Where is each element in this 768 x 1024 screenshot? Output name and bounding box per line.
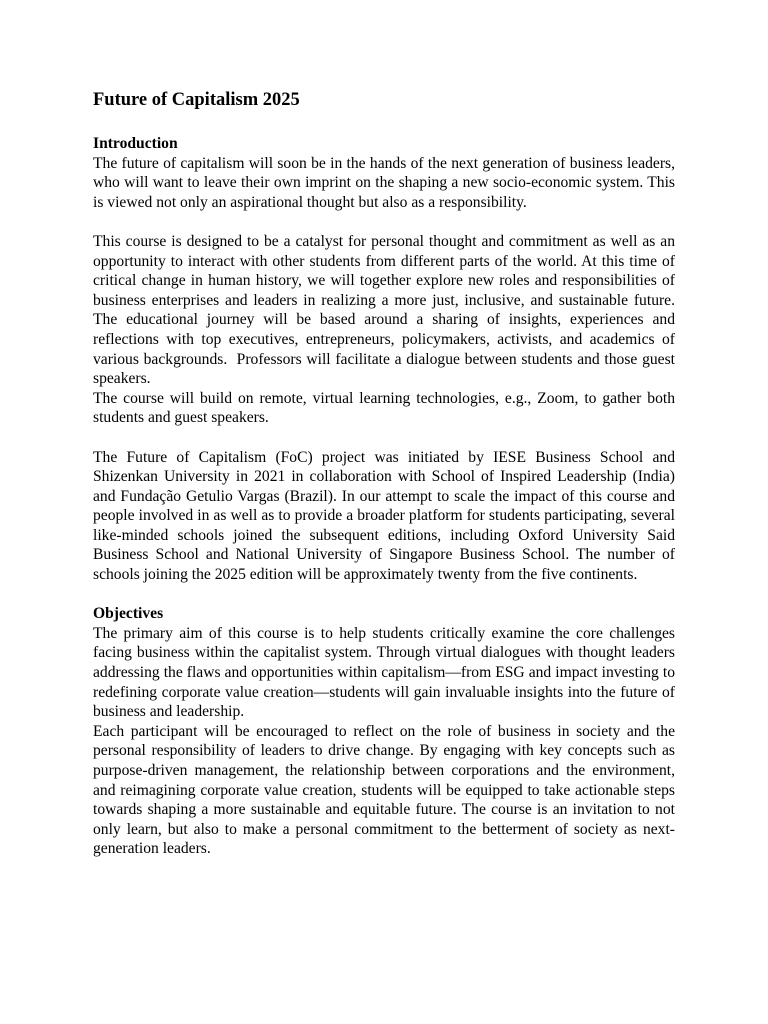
paragraph-spacer	[93, 212, 675, 232]
document-body	[93, 88, 683, 859]
introduction-paragraph-4: The Future of Capitalism (FoC) project was initiated by IESE Business School and Shizenkan University in 2021 in collaboration with School of Inspired Leadership (India) and Fundação Getulio Vargas (Brazil). In our attempt to scale the impact of this course and people involved in as well as to provide a broader platform for students participating, several like-minded schools joined the subsequent editions, including Oxford University Said Business School and National University of Singapore Business School. The number of schools joining the 2025 edition will be approximately twenty from the five continents.	[93, 448, 679, 584]
paragraph-spacer	[93, 428, 675, 448]
document-title: Future of Capitalism 2025	[93, 90, 300, 110]
introduction-paragraph-1: The future of capitalism will soon be in the hands of the next generation of business leaders, who will want to leave their own imprint on the shaping a new socio-economic system. This is viewed not only an aspirational thought but also as a responsibility.	[93, 154, 679, 211]
introduction-paragraph-2: This course is designed to be a catalyst for personal thought and commitment as well as an opportunity to interact with other students from different parts of the world. At this time of critical change in human history, we will together explore new roles and responsibilities of business enterprises and leaders in realizing a more just, inclusive, and sustainable future. The educational journey will be based around a sharing of insights, experiences and reflections with top executives, entrepreneurs, policymakers, activists, and academics of various backgrounds. Professors will facilitate a dialogue between students and those guest speakers.	[93, 232, 683, 388]
objectives-paragraph-1: The primary aim of this course is to help students critically examine the core challenges facing business within the capitalist system. Through virtual dialogues with thought leaders addressing the flaws and opportunities within capitalism—from ESG and impact investing to redefining corporate value creation—students will gain invaluable insights into the future of business and leadership.	[93, 624, 679, 721]
objectives-heading: Objectives	[93, 605, 164, 623]
objectives-section	[93, 604, 679, 859]
objectives-paragraph-2: Each participant will be encouraged to reflect on the role of business in society and the personal responsibility of leaders to drive change. By engaging with key concepts such as purpose-driven management, the relationship between corporations and the environment, and reimagining corporate value creation, students will be equipped to take actionable steps towards shaping a more sustainable and equitable future. The course is an invitation to not only learn, but also to make a personal commitment to the betterment of society as next-generation leaders.	[93, 722, 679, 858]
introduction-section	[93, 134, 683, 585]
section-spacer	[93, 585, 675, 605]
introduction-heading: Introduction	[93, 135, 178, 152]
introduction-paragraph-3: The course will build on remote, virtual learning technologies, e.g., Zoom, to gather both students and guest speakers.	[93, 389, 679, 427]
